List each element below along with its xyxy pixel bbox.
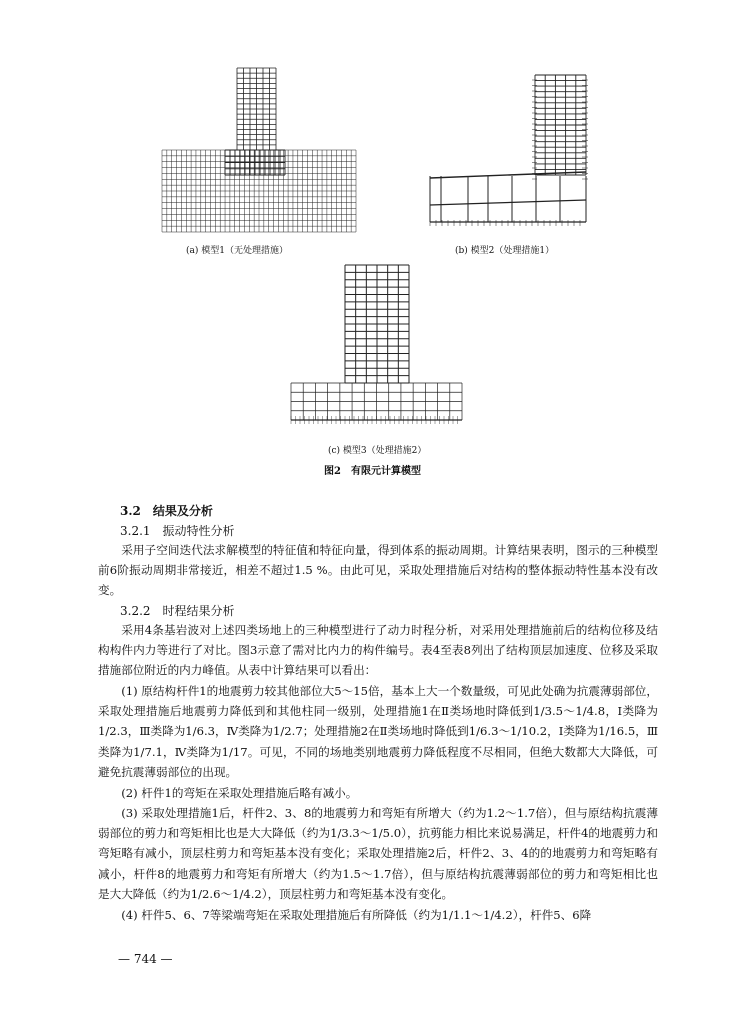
paragraph-6: (4) 杆件5、6、7等梁端弯矩在采取处理措施后有所降低（约为1/1.1～1/4.2），杆件5、6降 bbox=[121, 908, 592, 922]
subsection-heading-2: 3.2.2 时程结果分析 bbox=[120, 604, 235, 618]
paragraph-3: (1) 原结构杆件1的地震剪力较其他部位大5～15倍，基本上大一个数量级，可见此处确为抗震薄弱部位，采取处理措施后地震剪力降低到和其他柱同一级别，处理措施1在Ⅱ类场地时降低到1/3.5～1/4.8，Ⅰ类降为1/2.3，Ⅲ类降为1/6.3，Ⅳ类降为1/2.7；处理措施2在Ⅱ类场地时降低到1/6.3～1/10.2，Ⅰ类降为1/16.5，Ⅲ类降为1/7.1，Ⅳ类降为1/17。可见，不同的场地类别地震剪力降低程度不尽相同，但绝大数都大大降低，可避免抗震薄弱部位的出现。 bbox=[98, 684, 658, 779]
section-heading: 3.2 结果及分析 bbox=[120, 504, 213, 518]
page-number: — 744 — bbox=[118, 952, 173, 966]
model2-podium-floor bbox=[430, 200, 586, 205]
paragraph-2: 采用4条基岩波对上述四类场地上的三种模型进行了动力时程分析，对采用处理措施前后的结构位移及结构构件内力等进行了对比。图3示意了需对比内力的构件编号。表4至表8列出了结构顶层加速度、位移及采取措施部位附近的内力峰值。从表中计算结果可以看出： bbox=[98, 623, 658, 678]
figure-b-caption: (b) 模型2（处理措施1） bbox=[455, 246, 555, 256]
figure-c-caption: (c) 模型3（处理措施2） bbox=[328, 446, 427, 456]
subsection-heading-1: 3.2.1 振动特性分析 bbox=[120, 524, 235, 538]
paragraph-1: 采用子空间迭代法求解模型的特征值和特征向量，得到体系的振动周期。计算结果表明，图示的三种模型前6阶振动周期非常接近，相差不超过1.5 %。由此可见，采取处理措施后对结构的整体振动特性基本没有改变。 bbox=[98, 543, 658, 598]
figure-a-caption: (a) 模型1（无处理措施） bbox=[186, 246, 288, 256]
paragraph-5: (3) 采取处理措施1后，杆件2、3、8的地震剪力和弯矩有所增大（约为1.2～1.7倍），但与原结构抗震薄弱部位的剪力和弯矩相比也是大大降低（约为1/3.3～1/5.0），抗剪能力相比来说易满足，杆件4的地震剪力和弯矩略有减小，顶层柱剪力和弯矩基本没有变化；采取处理措施2后，杆件2、3、4的的地震剪力和弯矩略有减小，杆件8的地震剪力和弯矩有所增大（约为1.5～1.7倍），但与原结构抗震薄弱部位的剪力和弯矩相比也是大大降低（约为1/2.6～1/4.2），顶层柱剪力和弯矩基本没有变化。 bbox=[98, 806, 658, 901]
paragraph-4: (2) 杆件1的弯矩在采取处理措施后略有减小。 bbox=[121, 786, 358, 800]
figure-2-caption: 图2 有限元计算模型 bbox=[324, 466, 421, 477]
